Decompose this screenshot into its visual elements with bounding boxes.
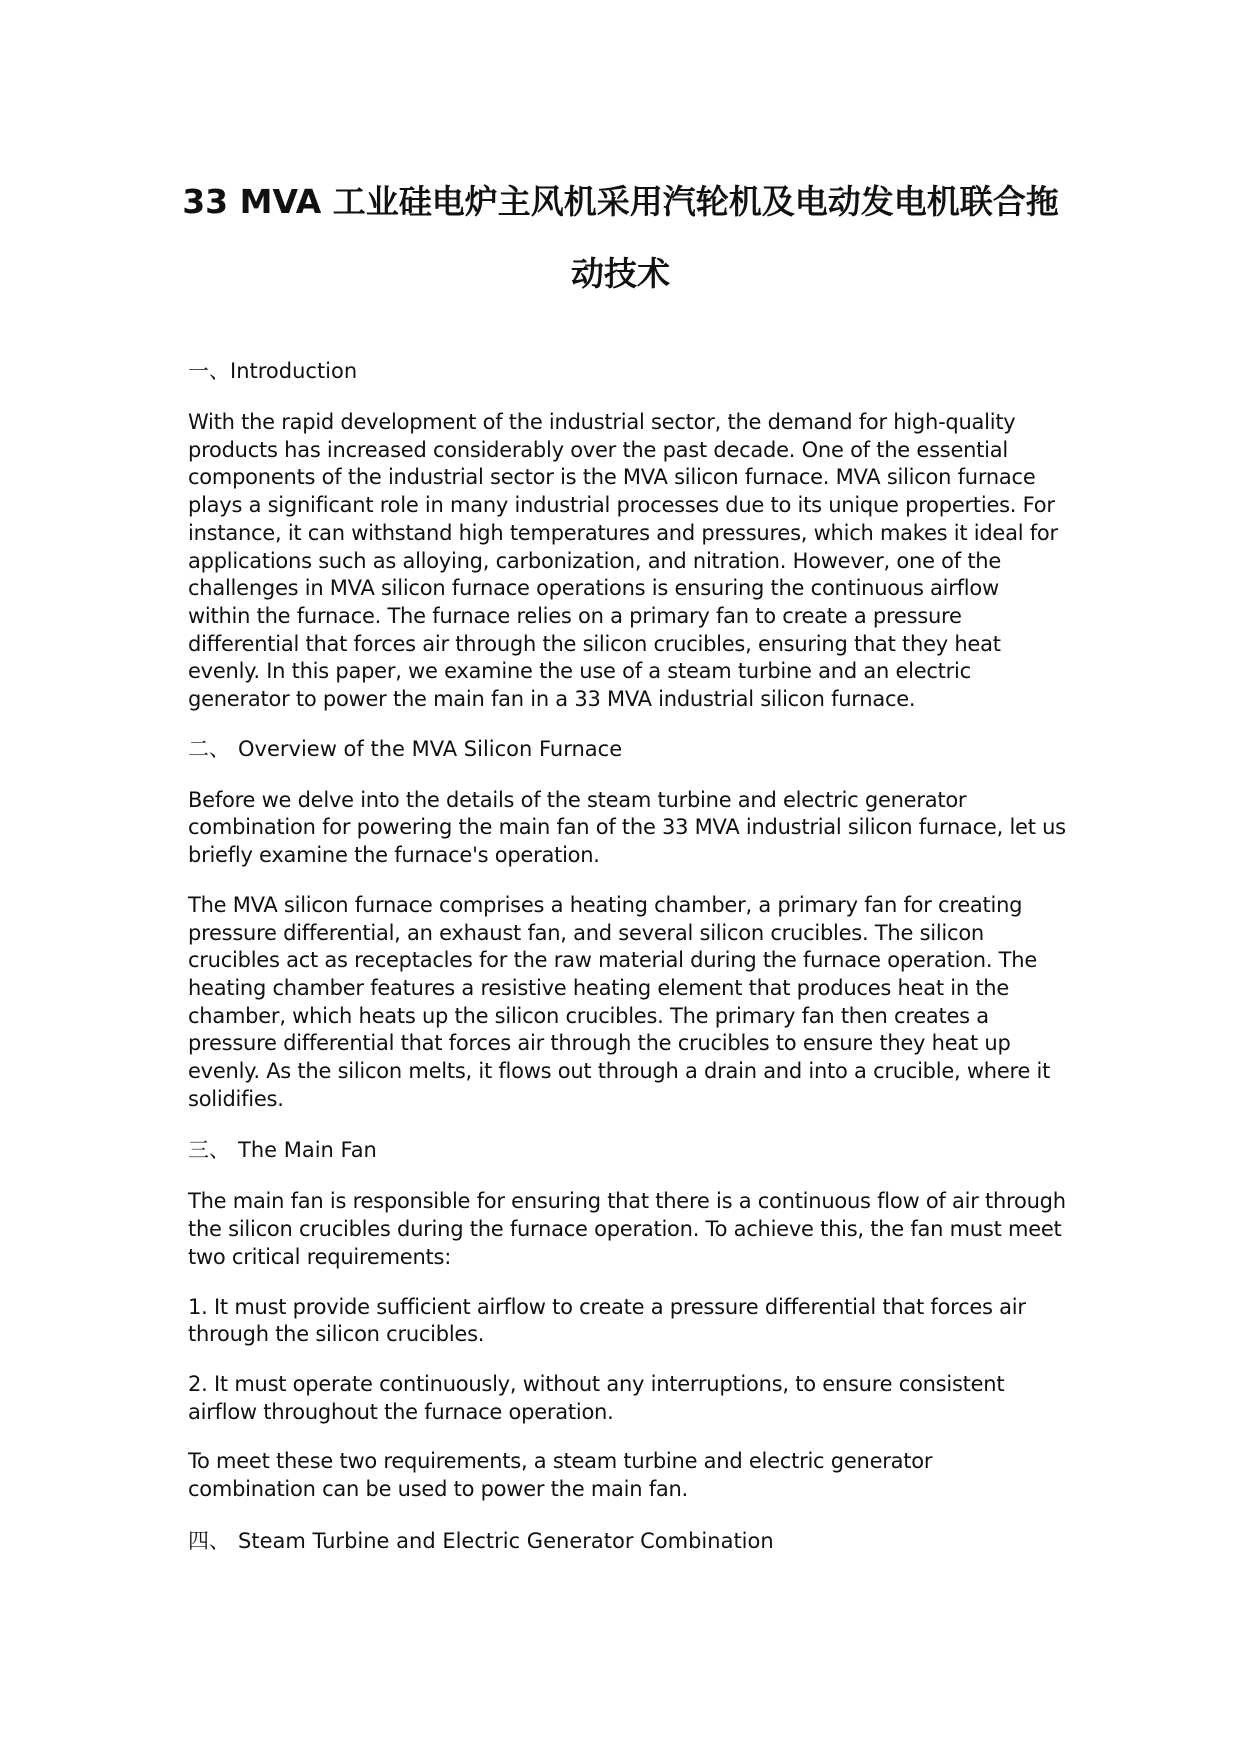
section-heading-overview xyxy=(188,736,1066,762)
paragraph: To meet these two requirements, a steam turbine and electric generator combination can be used to power the main fan. xyxy=(188,1449,933,1502)
section-heading-text: Overview of the MVA Silicon Furnace xyxy=(238,736,623,761)
section-number: 二、 xyxy=(188,736,230,761)
section-heading-steam-turbine xyxy=(188,1528,1066,1554)
section-heading-main-fan xyxy=(188,1137,1066,1163)
document-title-line-2: 动技术 xyxy=(571,254,670,293)
paragraph: With the rapid development of the industrial sector, the demand for high-quality products has increased considerably over the past decade. One of the essential components of the industrial sector is the MVA silicon furnace. MVA silicon furnace plays a significant role in many industrial processes due to its unique properties. For instance, it can withstand high temperatures and pressures, which makes it ideal for applications such as alloying, carbonization, and nitration. However, one of the challenges in MVA silicon furnace operations is ensuring the continuous airflow within the furnace. The furnace relies on a primary fan to create a pressure differential that forces air through the silicon crucibles, ensuring that they heat evenly. In this paper, we examine the use of a steam turbine and an electric generator to power the main fan in a 33 MVA industrial silicon furnace. xyxy=(188,410,1058,712)
paragraph: The MVA silicon furnace comprises a heating chamber, a primary fan for creating pressure differential, an exhaust fan, and several silicon crucibles. The silicon crucibles act as receptacles for the raw material during the furnace operation. The heating chamber features a resistive heating element that produces heat in the chamber, which heats up the silicon crucibles. The primary fan then creates a pressure differential that forces air through the crucibles to ensure they heat up evenly. As the silicon melts, it flows out through a drain and into a crucible, where it solidifies. xyxy=(188,892,1051,1111)
document-body xyxy=(188,358,1066,1579)
document-title-line-1: 33 MVA 工业硅电炉主风机采用汽轮机及电动发电机联合拖 xyxy=(182,182,1059,221)
paragraph: Before we delve into the details of the steam turbine and electric generator combination for powering the main fan of the 33 MVA industrial silicon furnace, let us briefly examine the furnace's operation. xyxy=(188,787,1066,868)
paragraph: The main fan is responsible for ensuring that there is a continuous flow of air through the silicon crucibles during the furnace operation. To achieve this, the fan must meet two critical requirements: xyxy=(188,1189,1066,1269)
section-heading-introduction xyxy=(188,358,1066,384)
section-number: 三、 xyxy=(188,1138,230,1163)
section-heading-text: The Main Fan xyxy=(238,1138,377,1163)
section-number: 一、 xyxy=(188,359,230,383)
section-number: 四、 xyxy=(188,1528,230,1553)
section-heading-text: Steam Turbine and Electric Generator Combination xyxy=(238,1528,774,1553)
section-heading-text: Introduction xyxy=(230,359,358,383)
list-item: 2. It must operate continuously, without any interruptions, to ensure consistent airflow throughout the furnace operation. xyxy=(188,1371,1005,1424)
list-item: 1. It must provide sufficient airflow to create a pressure differential that forces air through the silicon crucibles. xyxy=(188,1294,1026,1347)
